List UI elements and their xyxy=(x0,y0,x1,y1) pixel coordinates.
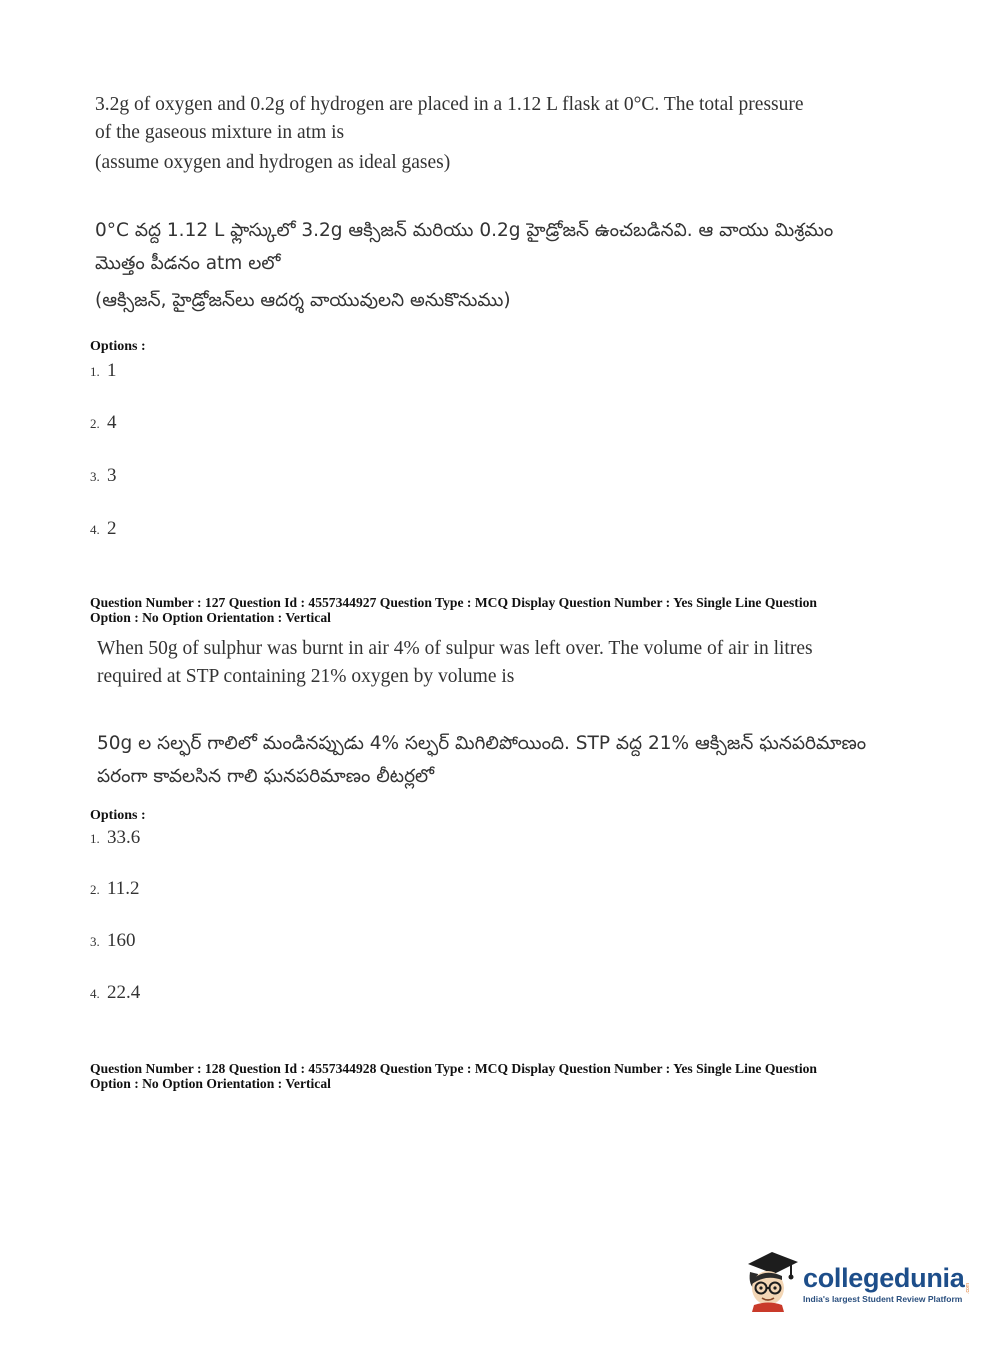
option-number: 4. xyxy=(90,522,100,537)
q127-option-3[interactable] xyxy=(90,930,136,952)
q127-telugu-line: పరంగా కావలసిన గాలి ఘనపరిమాణం లీటర్లలో xyxy=(97,766,435,787)
q127-meta-line: Option : No Option Orientation : Vertical xyxy=(90,610,331,625)
q128-meta-line: Option : No Option Orientation : Vertical xyxy=(90,1076,331,1091)
q126-option-4[interactable] xyxy=(90,518,117,540)
q126-english-line: 3.2g of oxygen and 0.2g of hydrogen are placed in a 1.12 L flask at 0°C. The total pressure xyxy=(95,94,804,115)
option-value: 1 xyxy=(107,360,117,381)
q126-option-3[interactable] xyxy=(90,465,117,487)
q126-english-line: (assume oxygen and hydrogen as ideal gases) xyxy=(95,152,451,173)
option-value: 160 xyxy=(107,930,136,951)
q126-english xyxy=(95,91,804,177)
q127-english-line: required at STP containing 21% oxygen by volume is xyxy=(97,666,515,687)
q126-telugu-line: (ఆక్సిజన్, హైడ్రోజన్‌లు ఆదర్శ వాయువులని అనుకొనుము) xyxy=(95,290,511,311)
q127-meta-line: Question Number : 127 Question Id : 4557344927 Question Type : MCQ Display Question Number : Yes Single Line Question xyxy=(90,595,817,610)
q126-telugu xyxy=(95,214,833,317)
q126-english-line: of the gaseous mixture in atm is xyxy=(95,122,345,143)
option-value: 22.4 xyxy=(107,982,141,1003)
option-value: 3 xyxy=(107,465,117,486)
q128-meta xyxy=(90,1061,817,1091)
option-value: 2 xyxy=(107,518,117,539)
option-number: 1. xyxy=(90,831,100,846)
q127-telugu xyxy=(97,727,866,793)
option-number: 2. xyxy=(90,416,100,431)
q127-option-2[interactable] xyxy=(90,878,140,900)
q126-telugu-line: 0°C వద్ద 1.12 L ఫ్లాస్కులో 3.2g ఆక్సిజన్ మరియు 0.2g హైడ్రోజన్ ఉంచబడినవి. ఆ వాయు మిశ్రమం xyxy=(95,220,834,241)
option-value: 33.6 xyxy=(107,827,141,848)
q127-telugu-line: 50g ల సల్ఫర్ గాలిలో మండినప్పుడు 4% సల్ఫర్ మిగిలిపోయింది. STP వద్ద 21% ఆక్సిజన్ ఘనపరిమాణం xyxy=(97,733,867,754)
q127-option-4[interactable] xyxy=(90,982,140,1004)
q128-meta-line: Question Number : 128 Question Id : 4557344928 Question Type : MCQ Display Question Number : Yes Single Line Question xyxy=(90,1061,817,1076)
q127-options-label: Options : xyxy=(90,808,146,823)
collegedunia-logo[interactable] xyxy=(742,1250,971,1312)
graduate-mascot-icon xyxy=(742,1250,800,1312)
option-number: 2. xyxy=(90,882,100,897)
q126-option-2[interactable] xyxy=(90,412,117,434)
option-value: 11.2 xyxy=(107,878,140,899)
brand-tagline: India's largest Student Review Platform xyxy=(803,1293,963,1304)
q126-telugu-line: మొత్తం పీడనం atm లలో xyxy=(95,253,281,274)
q126-options-label: Options : xyxy=(90,339,146,354)
option-number: 4. xyxy=(90,986,100,1001)
q127-english-line: When 50g of sulphur was burnt in air 4% of sulpur was left over. The volume of air in litres xyxy=(97,638,813,659)
option-number: 3. xyxy=(90,469,100,484)
option-value: 4 xyxy=(107,412,117,433)
brand-domain: .com xyxy=(965,1282,972,1294)
q127-meta xyxy=(90,595,817,625)
brand-name: collegedunia xyxy=(803,1262,965,1293)
option-number: 3. xyxy=(90,934,100,949)
option-number: 1. xyxy=(90,364,100,379)
q127-english xyxy=(97,635,813,691)
q127-option-1[interactable] xyxy=(90,827,140,849)
q126-option-1[interactable] xyxy=(90,360,117,382)
